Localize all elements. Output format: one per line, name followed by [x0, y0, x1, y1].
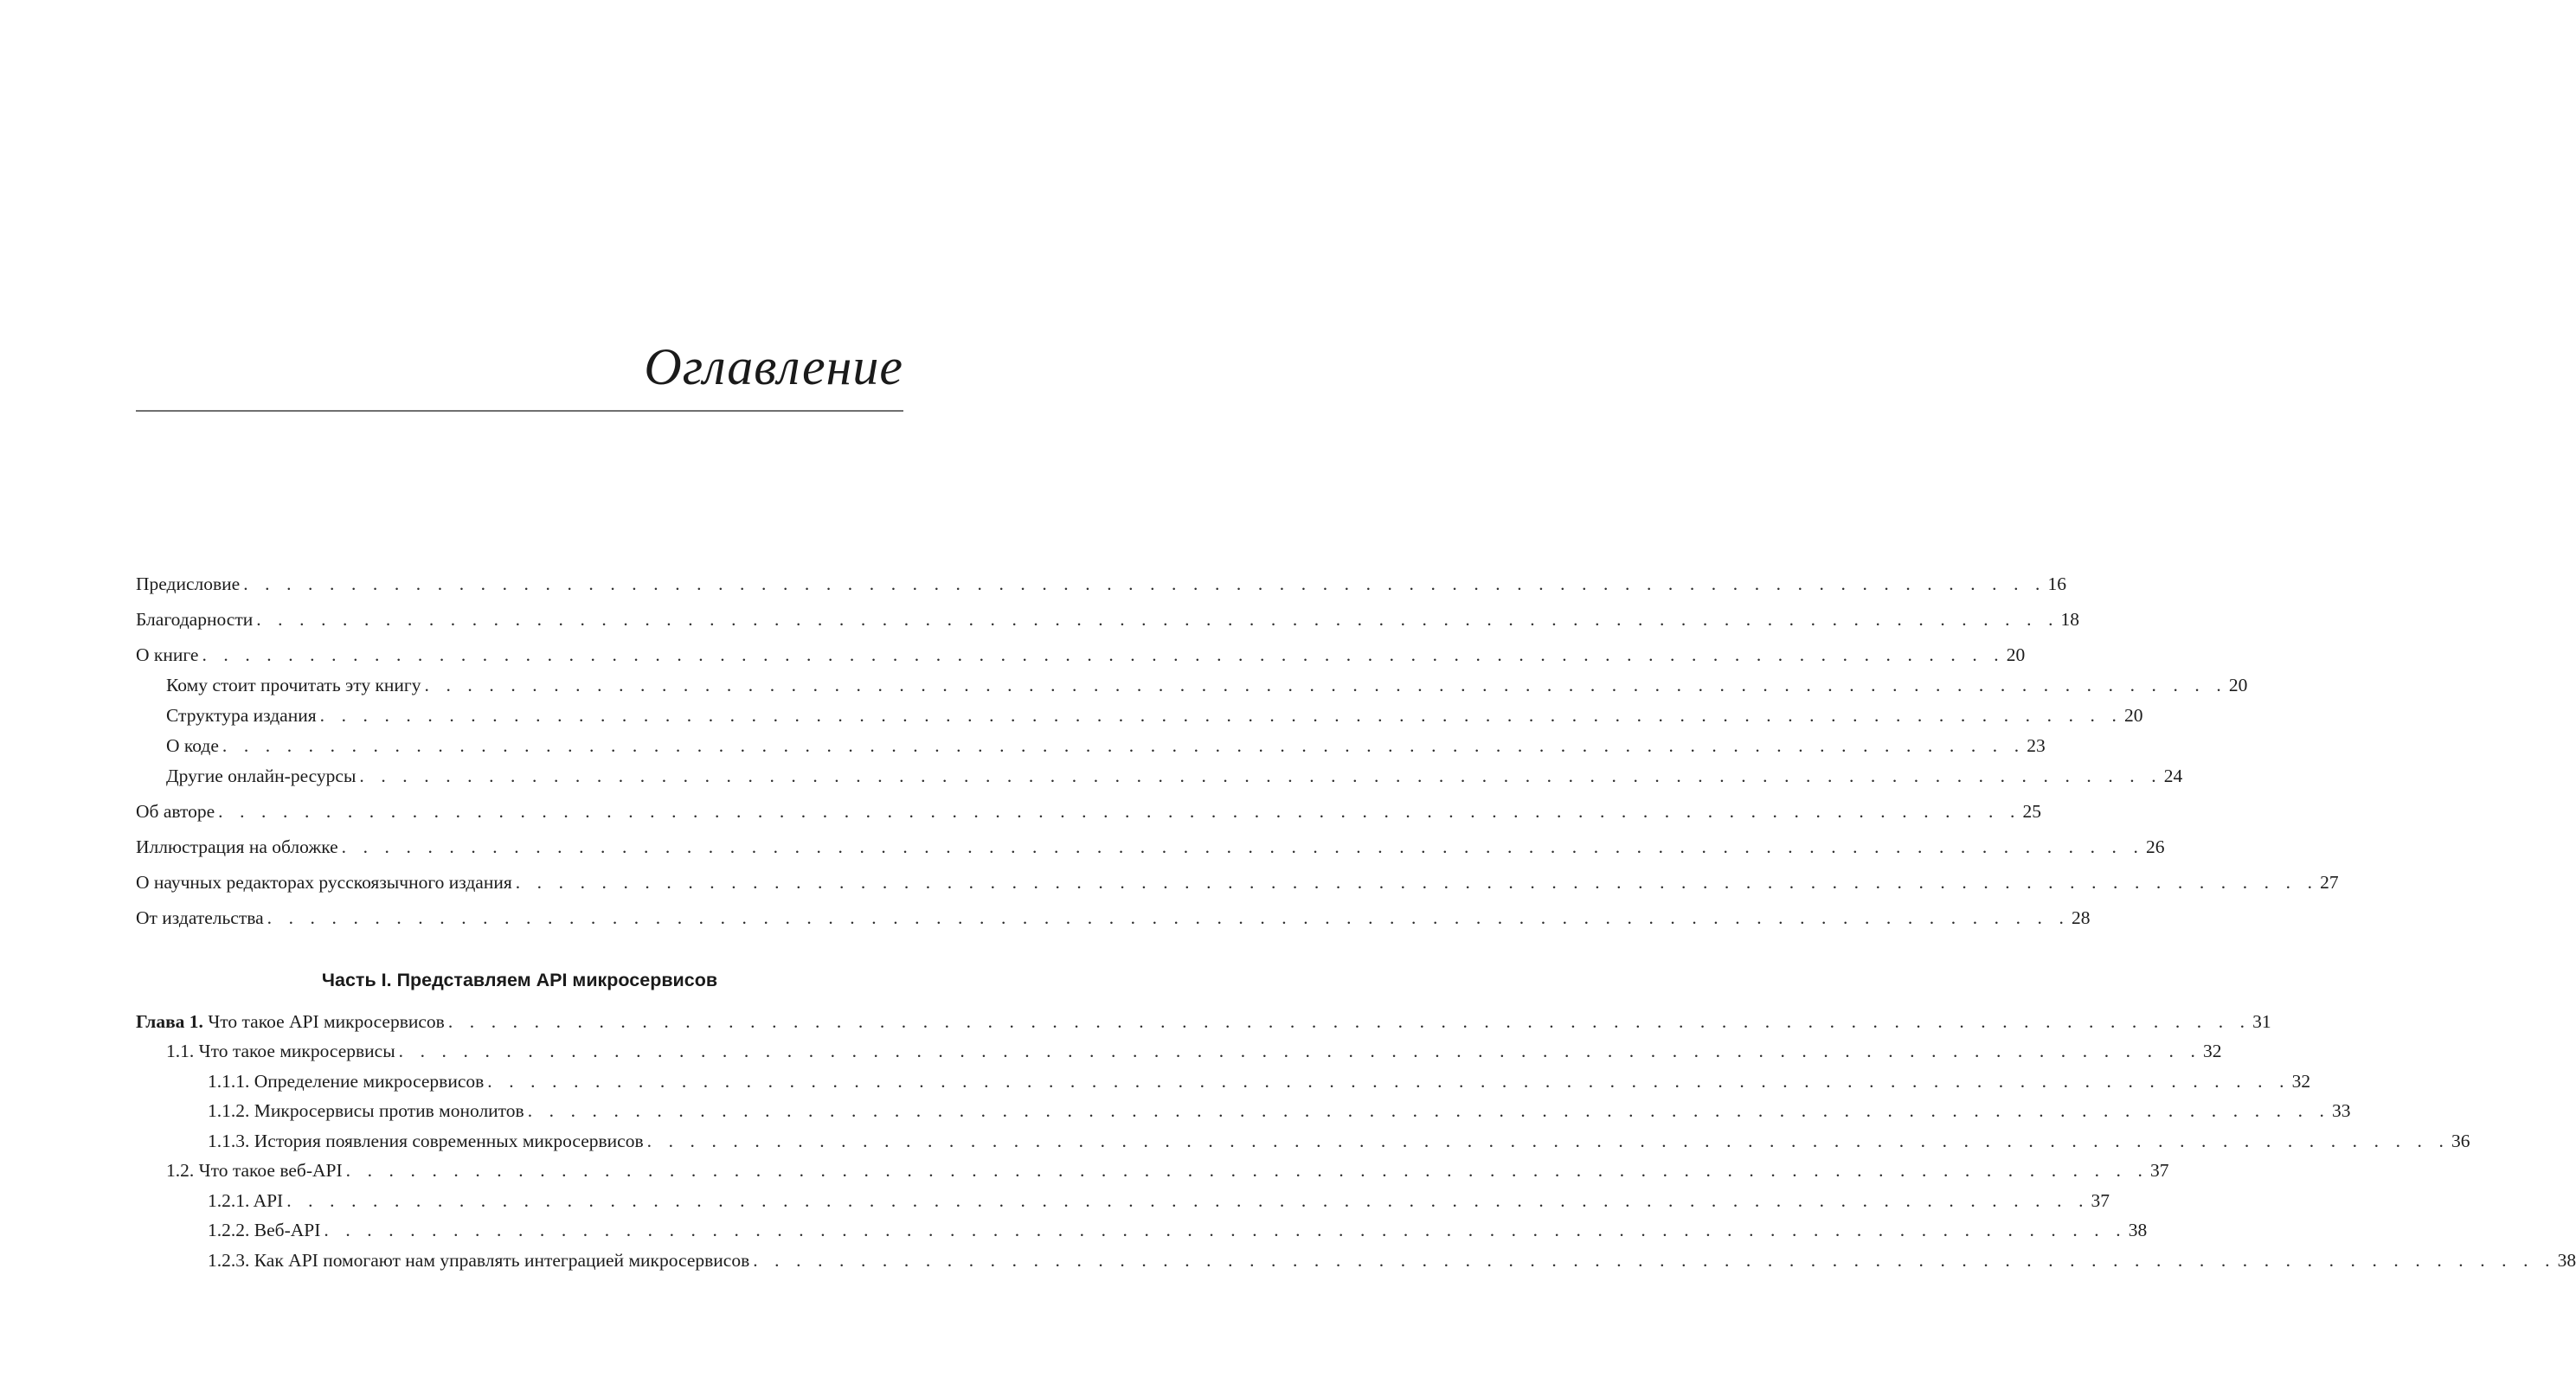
toc-entry-publisher[interactable] [136, 905, 2091, 931]
toc-entry-about-book[interactable] [136, 642, 2026, 668]
toc-entry-title: 1.1.2. Микросервисы против монолитов [208, 1098, 528, 1124]
toc-entry-title: Об авторе [136, 798, 218, 824]
toc-entry-title: Другие онлайн-ресурсы [166, 763, 359, 789]
toc-entry-section-1-2-3[interactable] [208, 1247, 2576, 1273]
toc-entry-title: 1.1.1. Определение микросервисов [208, 1068, 487, 1094]
toc-entry-chapter-1[interactable] [136, 1009, 2271, 1035]
toc-entry-section-1-1[interactable] [166, 1038, 2222, 1064]
toc-entry-section-1-2-2[interactable] [208, 1217, 2148, 1243]
toc-entry-preface[interactable] [136, 571, 2067, 597]
toc-entry-title: Кому стоит прочитать эту книгу [166, 672, 425, 698]
toc-leader-dots: . . . . . . . . . . . . . . . . . . . . . . . . . . . . . . . . . . . . . . . . . . . . . . . . . . . . . . . . . . . . . . . . . . . . . . . . . . . . . . . . . . . . [243, 573, 2046, 594]
toc-entry-title: Иллюстрация на обложке [136, 834, 342, 860]
toc-entry-title: О коде [166, 733, 222, 759]
toc-leader-dots: . . . . . . . . . . . . . . . . . . . . . . . . . . . . . . . . . . . . . . . . . . . . . . . . . . . . . . . . . . . . . . . . . . . . . . . . . . . . . . . . . . . . [646, 1131, 2450, 1151]
toc-entry-title: Структура издания [166, 702, 320, 728]
toc-entry-title: О научных редакторах русскоязычного издания [136, 869, 516, 895]
toc-entry-page: 20 [2227, 672, 2248, 698]
toc-entry-title: Предисловие [136, 571, 243, 597]
toc-entry-page: 16 [2046, 571, 2067, 597]
toc-entry-about-code[interactable] [166, 733, 2046, 759]
chapter-title: Что такое API микросервисов [202, 1011, 445, 1032]
title-rule [136, 410, 903, 412]
toc-entry-page: 27 [2318, 869, 2339, 895]
toc-entry-section-1-1-2[interactable] [208, 1098, 2351, 1124]
toc-entry-online-resources[interactable] [166, 763, 2183, 789]
toc-entry-section-1-1-3[interactable] [208, 1128, 2470, 1154]
toc-entry-page: 37 [2149, 1157, 2169, 1183]
toc-entry-section-1-2-1[interactable] [208, 1188, 2110, 1214]
toc-entry-page: 32 [2290, 1068, 2311, 1094]
toc-entry-page: 26 [2144, 834, 2165, 860]
toc-entry-page: 28 [2070, 905, 2091, 931]
toc-entry-title: 1.2.2. Веб-API [208, 1217, 324, 1243]
toc-leader-dots: . . . . . . . . . . . . . . . . . . . . . . . . . . . . . . . . . . . . . . . . . . . . . . . . . . . . . . . . . . . . . . . . . . . . . . . . . . . . . . . . . . . . [202, 644, 2005, 665]
toc-entry-page: 32 [2201, 1038, 2222, 1064]
toc-leader-dots: . . . . . . . . . . . . . . . . . . . . . . . . . . . . . . . . . . . . . . . . . . . . . . . . . . . . . . . . . . . . . . . . . . . . . . . . . . . . . . . . . . . . [487, 1071, 2290, 1092]
toc-leader-dots: . . . . . . . . . . . . . . . . . . . . . . . . . . . . . . . . . . . . . . . . . . . . . . . . . . . . . . . . . . . . . . . . . . . . . . . . . . . . . . . . . . . . [324, 1220, 2127, 1240]
toc-leader-dots: . . . . . . . . . . . . . . . . . . . . . . . . . . . . . . . . . . . . . . . . . . . . . . . . . . . . . . . . . . . . . . . . . . . . . . . . . . . . . . . . . . . . [222, 735, 2026, 756]
page-title: Оглавление [644, 338, 903, 395]
toc-entry-page: 38 [2556, 1247, 2576, 1273]
toc-entry-page: 33 [2330, 1098, 2351, 1124]
toc-entry-title: 1.2.3. Как API помогают нам управлять интеграцией микросервисов [208, 1247, 753, 1273]
toc-leader-dots: . . . . . . . . . . . . . . . . . . . . . . . . . . . . . . . . . . . . . . . . . . . . . . . . . . . . . . . . . . . . . . . . . . . . . . . . . . . . . . . . . . . . [218, 801, 2021, 822]
toc-entry-page: 36 [2450, 1128, 2470, 1154]
toc-entry-page: 20 [2005, 642, 2026, 668]
toc-leader-dots: . . . . . . . . . . . . . . . . . . . . . . . . . . . . . . . . . . . . . . . . . . . . . . . . . . . . . . . . . . . . . . . . . . . . . . . . . . . . . . . . . . . . [527, 1100, 2331, 1121]
toc-entry-title: 1.1.3. История появления современных микросервисов [208, 1128, 647, 1154]
toc-entry-acknowledgements[interactable] [136, 606, 2080, 632]
toc-entry-page: 20 [2123, 702, 2143, 728]
toc-leader-dots: . . . . . . . . . . . . . . . . . . . . . . . . . . . . . . . . . . . . . . . . . . . . . . . . . . . . . . . . . . . . . . . . . . . . . . . . . . . . . . . . . . . . [267, 907, 2070, 928]
toc-entry-page: 18 [2059, 606, 2080, 632]
toc-leader-dots: . . . . . . . . . . . . . . . . . . . . . . . . . . . . . . . . . . . . . . . . . . . . . . . . . . . . . . . . . . . . . . . . . . . . . . . . . . . . . . . . . . . . [341, 836, 2144, 857]
toc-leader-dots: . . . . . . . . . . . . . . . . . . . . . . . . . . . . . . . . . . . . . . . . . . . . . . . . . . . . . . . . . . . . . . . . . . . . . . . . . . . . . . . . . . . . [424, 675, 2227, 695]
toc-leader-dots: . . . . . . . . . . . . . . . . . . . . . . . . . . . . . . . . . . . . . . . . . . . . . . . . . . . . . . . . . . . . . . . . . . . . . . . . . . . . . . . . . . . . [256, 609, 2059, 630]
toc-entry-page: 38 [2127, 1217, 2148, 1243]
toc-leader-dots: . . . . . . . . . . . . . . . . . . . . . . . . . . . . . . . . . . . . . . . . . . . . . . . . . . . . . . . . . . . . . . . . . . . . . . . . . . . . . . . . . . . . [398, 1041, 2201, 1061]
toc-entry-page: 24 [2162, 763, 2183, 789]
toc-leader-dots: . . . . . . . . . . . . . . . . . . . . . . . . . . . . . . . . . . . . . . . . . . . . . . . . . . . . . . . . . . . . . . . . . . . . . . . . . . . . . . . . . . . . [359, 766, 2162, 786]
toc-leader-dots: . . . . . . . . . . . . . . . . . . . . . . . . . . . . . . . . . . . . . . . . . . . . . . . . . . . . . . . . . . . . . . . . . . . . . . . . . . . . . . . . . . . . [753, 1250, 2556, 1271]
toc-entry-cover-illustration[interactable] [136, 834, 2165, 860]
toc-entry-section-1-1-1[interactable] [208, 1068, 2311, 1094]
toc-entry-scientific-editors[interactable] [136, 869, 2339, 895]
toc-entry-section-1-2[interactable] [166, 1157, 2169, 1183]
toc-entry-title: 1.2.1. API [208, 1188, 286, 1214]
toc-entry-title [136, 1009, 448, 1035]
toc-entry-title: О книге [136, 642, 202, 668]
toc-entry-structure[interactable] [166, 702, 2143, 728]
toc-leader-dots: . . . . . . . . . . . . . . . . . . . . . . . . . . . . . . . . . . . . . . . . . . . . . . . . . . . . . . . . . . . . . . . . . . . . . . . . . . . . . . . . . . . . [447, 1011, 2252, 1032]
part-heading: Часть I. Представляем API микросервисов [321, 970, 718, 990]
toc-leader-dots: . . . . . . . . . . . . . . . . . . . . . . . . . . . . . . . . . . . . . . . . . . . . . . . . . . . . . . . . . . . . . . . . . . . . . . . . . . . . . . . . . . . . [286, 1190, 2090, 1211]
toc-entry-title: Благодарности [136, 606, 256, 632]
toc-entry-about-author[interactable] [136, 798, 2041, 824]
toc-leader-dots: . . . . . . . . . . . . . . . . . . . . . . . . . . . . . . . . . . . . . . . . . . . . . . . . . . . . . . . . . . . . . . . . . . . . . . . . . . . . . . . . . . . . [515, 872, 2319, 893]
toc-entry-title: 1.1. Что такое микросервисы [166, 1038, 399, 1064]
toc-entry-page: 25 [2020, 798, 2041, 824]
toc-entry-page: 37 [2090, 1188, 2110, 1214]
toc-entry-who-should-read[interactable] [166, 672, 2248, 698]
toc-entry-title: 1.2. Что такое веб-API [166, 1157, 346, 1183]
toc-leader-dots: . . . . . . . . . . . . . . . . . . . . . . . . . . . . . . . . . . . . . . . . . . . . . . . . . . . . . . . . . . . . . . . . . . . . . . . . . . . . . . . . . . . . [319, 705, 2123, 726]
toc-entry-page: 23 [2025, 733, 2046, 759]
toc-leader-dots: . . . . . . . . . . . . . . . . . . . . . . . . . . . . . . . . . . . . . . . . . . . . . . . . . . . . . . . . . . . . . . . . . . . . . . . . . . . . . . . . . . . . [345, 1160, 2149, 1181]
chapter-label: Глава 1. [136, 1011, 203, 1032]
toc-page [136, 0, 2576, 1384]
toc-entry-page: 31 [2251, 1009, 2271, 1035]
toc-entry-title: От издательства [136, 905, 267, 931]
